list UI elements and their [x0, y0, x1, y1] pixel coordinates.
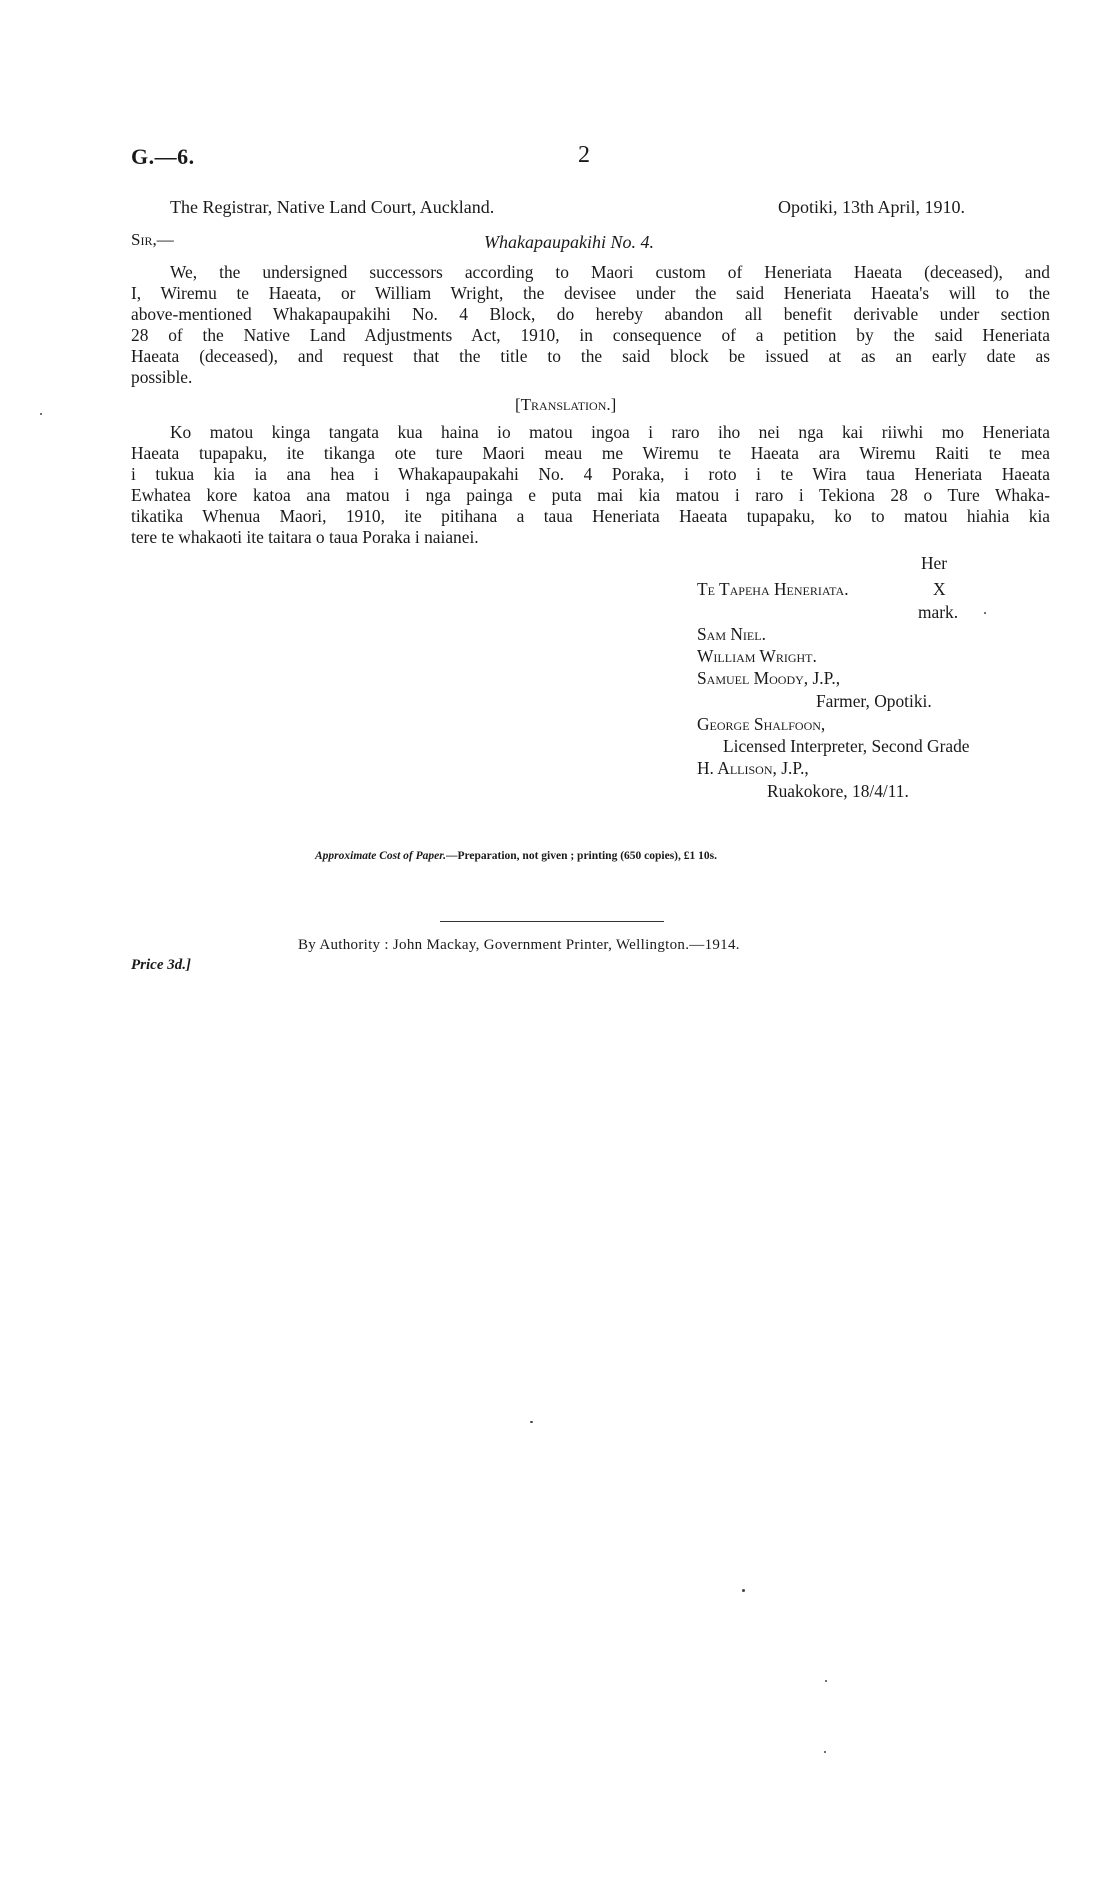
signature-allison-place: Ruakokore, 18/4/11. — [767, 781, 909, 801]
signature-george-shalfoon: George Shalfoon, — [697, 714, 826, 734]
signature-william-wright: William Wright. — [697, 646, 817, 666]
cost-text: —Preparation, not given ; printing (650 copies), £1 10s. — [445, 850, 717, 862]
translation-heading: [Translation.] — [515, 395, 617, 414]
letter-body-line: possible. — [131, 367, 193, 387]
cost-label: Approximate Cost of Paper. — [315, 850, 446, 862]
signature-mark-her: Her — [921, 553, 948, 573]
letter-body-line: We, the undersigned successors according to Maori custom of Heneriata Haeata (deceased), and — [170, 262, 1050, 282]
scan-speck — [530, 1421, 533, 1423]
printer-authority: By Authority : John Mackay, Government Printer, Wellington.—1914. — [298, 937, 740, 953]
letter-salutation: Sir,— — [131, 230, 174, 249]
signature-george-shalfoon-title: Licensed Interpreter, Second Grade — [723, 736, 970, 756]
scan-speck — [824, 1751, 826, 1753]
letter-body — [131, 262, 1050, 388]
scan-speck — [742, 1589, 745, 1592]
scan-speck — [825, 1680, 827, 1682]
signature-mark-x: X — [933, 579, 946, 599]
letter-body-line: I, Wiremu te Haeata, or William Wright, the devisee under the said Heneriata Haeata's will to the — [131, 283, 1050, 303]
translation-body-line: Ewhatea kore katoa ana matou i nga painga e puta mai kia matou i raro i Tekiona 28 o Ture Whaka- — [131, 485, 1050, 505]
scan-speck — [40, 413, 42, 415]
signature-allison: H. Allison, J.P., — [697, 758, 809, 778]
signature-te-tapeha: Te Tapeha Heneriata. — [697, 579, 849, 599]
signature-mark-word: mark. — [918, 602, 959, 622]
scan-speck — [984, 612, 986, 614]
translation-body-line: tikatika Whenua Maori, 1910, ite pitihana a taua Heneriata Haeata tupapaku, ko to matou hiahia kia — [131, 506, 1050, 526]
letter-addressee: The Registrar, Native Land Court, Auckland. — [170, 197, 495, 217]
letter-body-line: 28 of the Native Land Adjustments Act, 1910, in consequence of a petition by the said Heneriata — [131, 325, 1050, 345]
translation-body-line: i tukua kia ia ana hea i Whakapaupakahi No. 4 Poraka, i roto i te Wira taua Heneriata Haeata — [131, 464, 1050, 484]
signature-sam-niel: Sam Niel. — [697, 624, 766, 644]
translation-body-line: Ko matou kinga tangata kua haina io matou ingoa i raro iho nei nga kai riiwhi mo Heneriata — [170, 422, 1050, 442]
letter-subject: Whakapaupakihi No. 4. — [484, 232, 654, 252]
translation-body-line: Haeata tupapaku, ite tikanga ote ture Maori meau me Wiremu te Haeata ara Wiremu Raiti te mea — [131, 443, 1050, 463]
letter-body-line: Haeata (deceased), and request that the title to the said block be issued at as an early date as — [131, 346, 1050, 366]
price: Price 3d.] — [131, 957, 191, 973]
page-number: 2 — [578, 142, 590, 168]
document-reference: G.—6. — [131, 144, 195, 169]
signature-samuel-moody: Samuel Moody, J.P., — [697, 668, 841, 688]
cost-of-paper-note — [315, 850, 717, 862]
letter-place-date: Opotiki, 13th April, 1910. — [778, 197, 966, 217]
letter-body-line: above-mentioned Whakapaupakihi No. 4 Block, do hereby abandon all benefit derivable under section — [131, 304, 1050, 324]
translation-body-line: tere te whakaoti ite taitara o taua Poraka i naianei. — [131, 527, 479, 547]
translation-body — [131, 422, 1050, 548]
footer-divider — [440, 921, 664, 922]
signature-samuel-moody-title: Farmer, Opotiki. — [816, 691, 932, 711]
